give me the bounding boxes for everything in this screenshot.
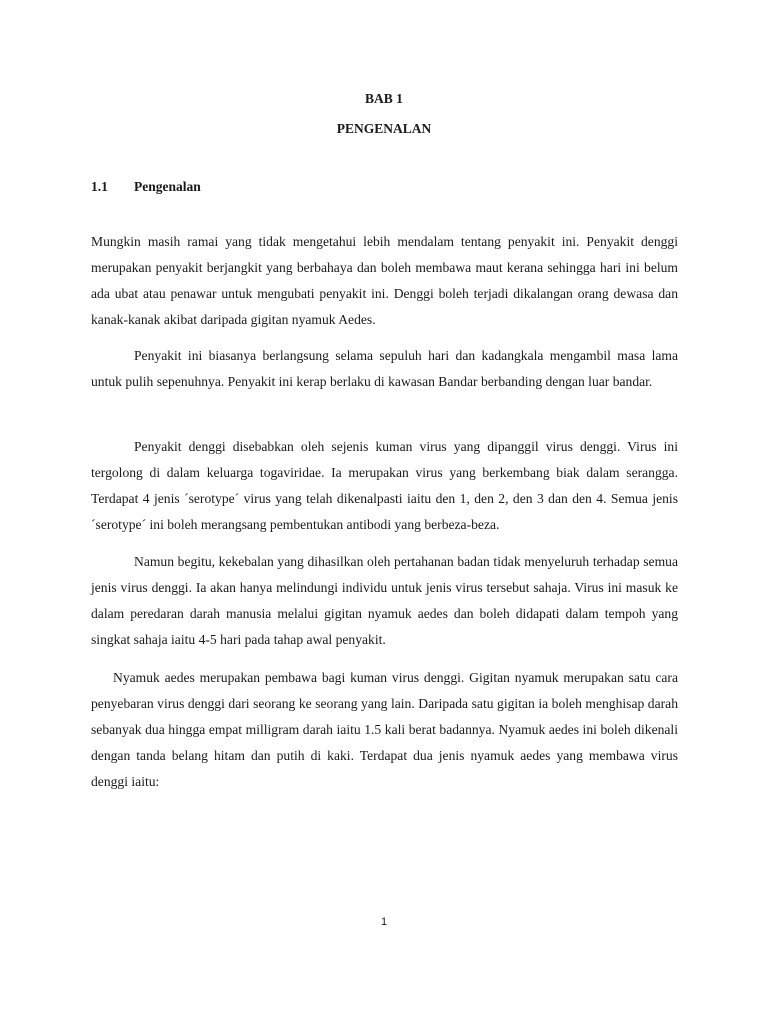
paragraph-4: Namun begitu, kekebalan yang dihasilkan oleh pertahanan badan tidak menyeluruh terhadap semua jenis virus denggi. Ia akan hanya melindungi individu untuk jenis virus tersebut sahaja. Virus ini masuk ke dalam peredaran darah manusia melalui gigitan nyamuk aedes dan boleh didapati dalam tempoh yang singkat sahaja iaitu 4-5 hari pada tahap awal penyakit. [91,554,678,647]
chapter-number: BAB 1 [365,91,403,106]
page-number: 1 [380,916,388,928]
section-number: 1.1 [91,179,108,194]
section-heading [91,179,201,195]
paragraph-3: Penyakit denggi disebabkan oleh sejenis kuman virus yang dipanggil virus denggi. Virus ini tergolong di dalam keluarga togaviridae. Ia merupakan virus yang berkembang biak dalam serangga. Terdapat 4 jenis ´serotype´ virus yang telah dikenalpasti iaitu den 1, den 2, den 3 dan den 4. Semua jenis ´serotype´ ini boleh merangsang pembentukan antibodi yang berbeza-beza. [91,439,678,532]
section-title: Pengenalan [134,179,201,194]
paragraph-1: Mungkin masih ramai yang tidak mengetahui lebih mendalam tentang penyakit ini. Penyakit denggi merupakan penyakit berjangkit yang berbahaya dan boleh membawa maut kerana sehingga hari ini belum ada ubat atau penawar untuk mengubati penyakit ini. Denggi boleh terjadi dikalangan orang dewasa dan kanak-kanak akibat daripada gigitan nyamuk Aedes. [91,234,678,327]
chapter-title: PENGENALAN [336,121,432,136]
paragraph-2: Penyakit ini biasanya berlangsung selama sepuluh hari dan kadangkala mengambil masa lama untuk pulih sepenuhnya. Penyakit ini kerap berlaku di kawasan Bandar berbanding dengan luar bandar. [91,348,678,389]
paragraph-5: Nyamuk aedes merupakan pembawa bagi kuman virus denggi. Gigitan nyamuk merupakan satu cara penyebaran virus denggi dari seorang ke seorang yang lain. Daripada satu gigitan ia boleh menghisap darah sebanyak dua hingga empat milligram darah iaitu 1.5 kali berat badannya. Nyamuk aedes ini boleh dikenali dengan tanda belang hitam dan putih di kaki. Terdapat dua jenis nyamuk aedes yang membawa virus denggi iaitu: [91,670,678,789]
